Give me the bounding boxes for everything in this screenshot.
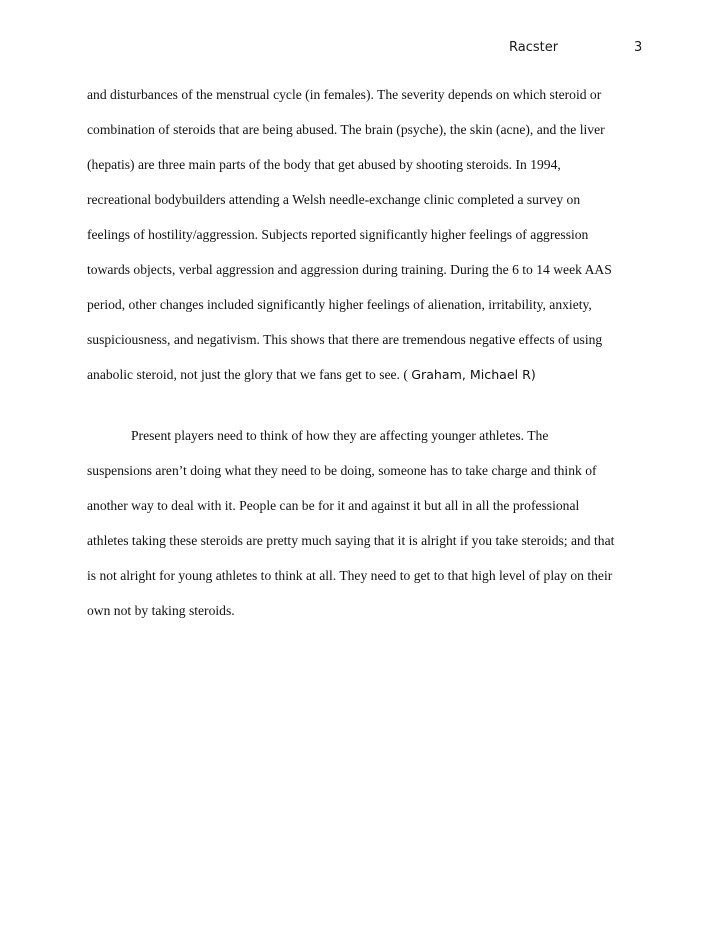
paragraph-1-line: period, other changes included significantly higher feelings of alienation, irritability, anxiety, — [87, 297, 592, 312]
paragraph-1-line: suspiciousness, and negativism. This shows that there are tremendous negative effects of using — [87, 332, 603, 347]
paragraph-1-line: recreational bodybuilders attending a Welsh needle-exchange clinic completed a survey on — [87, 192, 581, 207]
paragraph-2-line: Present players need to think of how they are affecting younger athletes. The — [131, 428, 549, 443]
paragraph-1-last-line — [87, 365, 536, 385]
page-header — [0, 40, 728, 62]
citation: Graham, Michael R) — [411, 367, 536, 382]
paragraph-2-line: suspensions aren’t doing what they need to be doing, someone has to take charge and think of — [87, 463, 597, 478]
paragraph-1-line: towards objects, verbal aggression and aggression during training. During the 6 to 14 week AAS — [87, 262, 612, 277]
paragraph-1-line: (hepatis) are three main parts of the body that get abused by shooting steroids. In 1994, — [87, 157, 561, 172]
paragraph-1-line-text: anabolic steroid, not just the glory that we fans get to see. ( — [87, 367, 412, 382]
paragraph-2-line: is not alright for young athletes to think at all. They need to get to that high level of play on their — [87, 568, 613, 583]
paragraph-2-line: another way to deal with it. People can be for it and against it but all in all the professional — [87, 498, 580, 513]
paragraph-1-line: combination of steroids that are being abused. The brain (psyche), the skin (acne), and the liver — [87, 122, 605, 137]
paragraph-1-line: and disturbances of the menstrual cycle (in females). The severity depends on which steroid or — [87, 87, 602, 102]
header-page-number: 3 — [634, 40, 643, 55]
paragraph-2-line: athletes taking these steroids are pretty much saying that it is alright if you take steroids; and that — [87, 533, 615, 548]
paragraph-2-line: own not by taking steroids. — [87, 603, 235, 618]
header-author: Racster — [509, 40, 559, 55]
paragraph-1-line: feelings of hostility/aggression. Subjects reported significantly higher feelings of aggression — [87, 227, 589, 242]
